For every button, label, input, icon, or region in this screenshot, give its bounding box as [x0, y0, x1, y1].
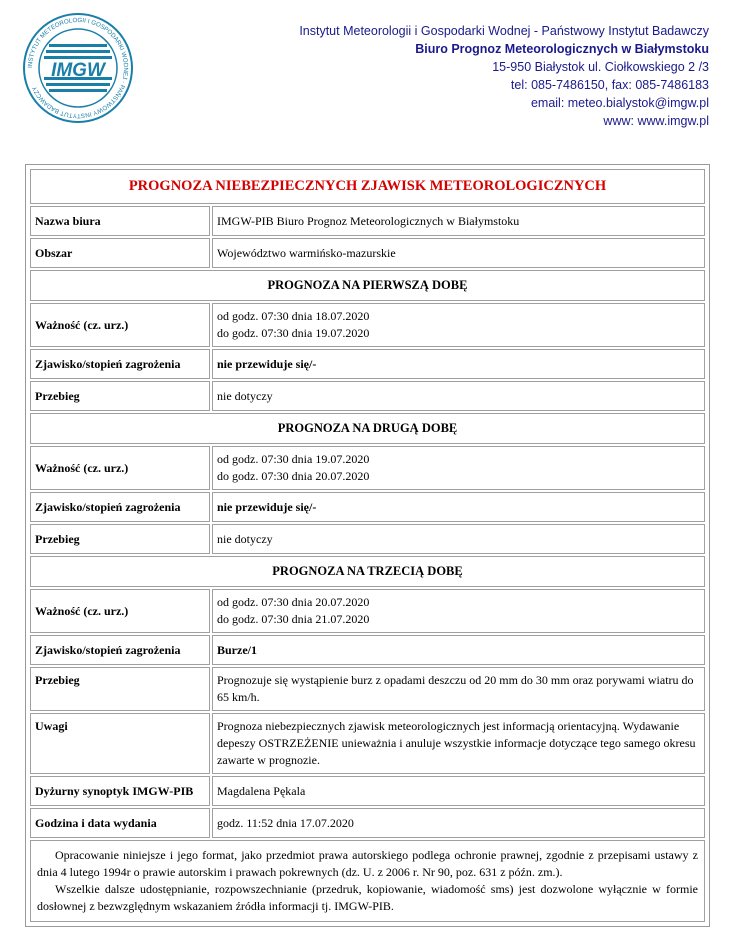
forecast-title: PROGNOZA NIEBEZPIECZNYCH ZJAWISK METEOROLOGICZNYCH — [30, 169, 705, 204]
day1-validity-value — [212, 303, 705, 347]
office-label: Nazwa biura — [30, 206, 210, 236]
day1-course-value: nie dotyczy — [212, 381, 705, 411]
day3-course-label: Przebieg — [30, 667, 210, 711]
email[interactable]: email: meteo.bialystok@imgw.pl — [530, 96, 709, 110]
copyright-paragraph-2: Wszelkie dalsze udostępnianie, rozpowszechnianie (przedruk, kopiowanie, wiadomość sms) jest dozwolone wyłącznie w formie dosłownej z bezwzględnym wskazaniem źródła informacji tj. IMGW-PIB. — [37, 882, 698, 913]
address: 15-950 Białystok ul. Ciołkowskiego 2 /3 — [492, 60, 709, 74]
page-header — [0, 0, 729, 150]
copyright-notice — [30, 840, 705, 922]
day1-phenomenon-value: nie przewiduje się/- — [212, 349, 705, 379]
day3-phenomenon-label: Zjawisko/stopień zagrożenia — [30, 635, 210, 665]
imgw-logo — [22, 12, 134, 124]
day2-phenomenon-value: nie przewiduje się/- — [212, 492, 705, 522]
issued-label: Godzina i data wydania — [30, 808, 210, 838]
day2-course-label: Przebieg — [30, 524, 210, 554]
day1-course-label: Przebieg — [30, 381, 210, 411]
forecaster-label: Dyżurny synoptyk IMGW-PIB — [30, 776, 210, 806]
day2-validity-from: od godz. 07:30 dnia 19.07.2020 — [217, 452, 370, 466]
day1-validity-to: do godz. 07:30 dnia 19.07.2020 — [217, 326, 370, 340]
day2-validity-label: Ważność (cz. urz.) — [30, 446, 210, 490]
day3-validity-value — [212, 589, 705, 633]
area-label: Obszar — [30, 238, 210, 268]
logo-text: IMGW — [51, 60, 105, 81]
day1-validity-from: od godz. 07:30 dnia 18.07.2020 — [217, 309, 370, 323]
day3-validity-from: od godz. 07:30 dnia 20.07.2020 — [217, 595, 370, 609]
forecaster-value: Magdalena Pękala — [212, 776, 705, 806]
day3-heading: PROGNOZA NA TRZECIĄ DOBĘ — [30, 556, 705, 587]
issued-value: godz. 11:52 dnia 17.07.2020 — [212, 808, 705, 838]
day1-phenomenon-label: Zjawisko/stopień zagrożenia — [30, 349, 210, 379]
office-name: Biuro Prognoz Meteorologicznych w Białymstoku — [415, 42, 709, 56]
day3-validity-to: do godz. 07:30 dnia 21.07.2020 — [217, 612, 370, 626]
day2-phenomenon-label: Zjawisko/stopień zagrożenia — [30, 492, 210, 522]
day3-course-value: Prognozuje się wystąpienie burz z opadami deszczu od 20 mm do 30 mm oraz porywami wiatru do 65 km/h. — [212, 667, 705, 711]
area-value: Województwo warmińsko-mazurskie — [212, 238, 705, 268]
day2-validity-to: do godz. 07:30 dnia 20.07.2020 — [217, 469, 370, 483]
logo-ring-text: INSTYTUT METEOROLOGII I GOSPODARKI WODNEJ · PAŃSTWOWY INSTYTUT BADAWCZY — [26, 16, 130, 120]
day3-phenomenon-value: Burze/1 — [212, 635, 705, 665]
day2-course-value: nie dotyczy — [212, 524, 705, 554]
phone-fax: tel: 085-7486150, fax: 085-7486183 — [510, 78, 709, 92]
day1-validity-label: Ważność (cz. urz.) — [30, 303, 210, 347]
day2-heading: PROGNOZA NA DRUGĄ DOBĘ — [30, 413, 705, 444]
day1-heading: PROGNOZA NA PIERWSZĄ DOBĘ — [30, 270, 705, 301]
forecast-frame — [25, 164, 710, 927]
notes-value: Prognoza niebezpiecznych zjawisk meteorologicznych jest informacją orientacyjną. Wydawanie depeszy OSTRZEŻENIE unieważnia i anuluje wszystkie informacje dotyczące tego samego okresu zawarte w prognozie. — [212, 713, 705, 774]
day3-validity-label: Ważność (cz. urz.) — [30, 589, 210, 633]
org-name: Instytut Meteorologii i Gospodarki Wodnej - Państwowy Instytut Badawczy — [299, 24, 709, 38]
day2-validity-value — [212, 446, 705, 490]
website[interactable]: www: www.imgw.pl — [603, 114, 709, 128]
organization-info — [299, 22, 709, 130]
notes-label: Uwagi — [30, 713, 210, 774]
office-value: IMGW-PIB Biuro Prognoz Meteorologicznych w Białymstoku — [212, 206, 705, 236]
copyright-paragraph-1: Opracowanie niniejsze i jego format, jako przedmiot prawa autorskiego podlega ochronie prawnej, zgodnie z przepisami ustawy z dnia 4 lutego 1994r o prawie autorskim i prawach pokrewnych (dz. U. z 2006 r. Nr 90, poz. 631 z późn. zm.). — [37, 848, 698, 879]
forecast-table — [28, 167, 707, 924]
